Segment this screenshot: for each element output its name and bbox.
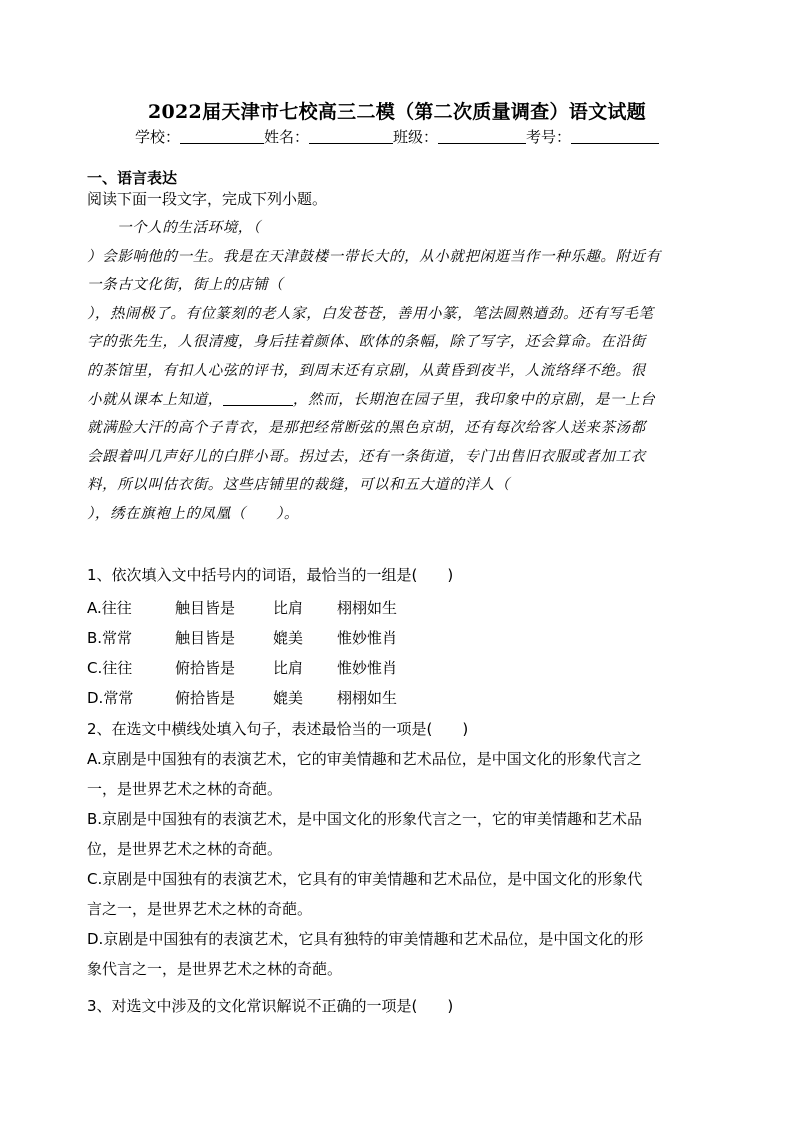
passage-line: [87, 386, 709, 415]
section-instruction: 阅读下面一段文字，完成下列小题。: [87, 190, 328, 208]
passage-line: 一个人的生活环境，（: [117, 220, 261, 236]
passage-line: 一条古文化街，街上的店铺（: [87, 277, 284, 294]
option-line[interactable]: 一，是世界艺术之林的奇葩。: [87, 780, 283, 798]
exam-no-label: 考号：: [526, 128, 572, 146]
question-1-stem: [87, 562, 717, 589]
option-word: 俯拾皆是: [175, 659, 236, 677]
passage-text: 小就从课本上知道，: [87, 391, 223, 408]
passage-line: ），绣在旗袍上的凤凰（ ）。: [87, 505, 299, 522]
reading-passage: [87, 214, 709, 529]
option-word: 惟妙惟肖: [337, 629, 398, 647]
passage-line: 就满脸大汗的高个子青衣，是那把经常断弦的黑色京胡，还有每次给客人送来茶汤都: [87, 420, 646, 437]
option-word: 比肩: [273, 659, 304, 677]
option-line[interactable]: 位，是世界艺术之林的奇葩。: [87, 840, 283, 858]
question-stem: 3、对选文中涉及的文化常识解说不正确的一项是( ): [87, 997, 454, 1015]
option-letter-word: A.往往: [87, 599, 132, 617]
option-line[interactable]: C.京剧是中国独有的表演艺术，它具有的审美情趣和艺术品位，是中国文化的形象代: [87, 870, 643, 888]
passage-line: 会跟着叫几声好儿的白胖小哥。拐过去，还有一条街道，专门出售旧衣服或者加工衣: [87, 448, 646, 465]
option-word: 俯拾皆是: [175, 689, 236, 707]
option-letter-word: C.往往: [87, 659, 133, 677]
option-line[interactable]: 象代言之一，是世界艺术之林的奇葩。: [87, 960, 343, 978]
passage-line: 料，所以叫估衣街。这些店铺里的裁缝，可以和五大道的洋人（: [87, 477, 510, 494]
exam-no-blank[interactable]: [571, 129, 659, 144]
question-stem: 1、依次填入文中括号内的词语，最恰当的一组是( ): [87, 566, 454, 584]
passage-line: 字的张先生，人很清瘦，身后挂着颜体、欧体的条幅，除了写字，还会算命。在沿街: [87, 334, 646, 351]
option-line[interactable]: A.京剧是中国独有的表演艺术，它的审美情趣和艺术品位，是中国文化的形象代言之: [87, 750, 642, 768]
page-title: 2022届天津市七校高三二模（第二次质量调查）语文试题: [148, 101, 646, 123]
name-blank[interactable]: [309, 129, 393, 144]
name-label: 姓名：: [263, 128, 309, 146]
option-word: 栩栩如生: [337, 599, 398, 617]
question-2: [87, 714, 717, 984]
passage-line: 的茶馆里，有扣人心弦的评书，到周末还有京剧，从黄昏到夜半，人流络绎不绝。很: [87, 362, 646, 379]
class-blank[interactable]: [438, 129, 526, 144]
section-heading: 一、语言表达: [87, 169, 178, 187]
option-letter-word: D.常常: [87, 689, 134, 707]
passage-line: ）会影响他的一生。我是在天津鼓楼一带长大的，从小就把闲逛当作一种乐趣。附近有: [87, 248, 661, 265]
option-word: 比肩: [273, 599, 304, 617]
fill-in-blank[interactable]: [223, 391, 293, 406]
option-word: 触目皆是: [175, 599, 236, 617]
option-line[interactable]: 言之一，是世界艺术之林的奇葩。: [87, 900, 313, 918]
passage-text: ，然而，长期泡在园子里，我印象中的京剧，是一上台: [292, 391, 656, 408]
option-word: 媲美: [273, 689, 304, 707]
question-3-stem: [87, 993, 717, 1020]
option-letter-word: B.常常: [87, 629, 133, 647]
school-blank[interactable]: [180, 129, 264, 144]
student-info-line: [0, 126, 794, 147]
class-label: 班级：: [393, 128, 439, 146]
option-line[interactable]: B.京剧是中国独有的表演艺术，是中国文化的形象代言之一，它的审美情趣和艺术品: [87, 810, 643, 828]
option-line[interactable]: D.京剧是中国独有的表演艺术，它具有独特的审美情趣和艺术品位，是中国文化的形: [87, 930, 644, 948]
school-label: 学校：: [134, 128, 180, 146]
option-word: 触目皆是: [175, 629, 236, 647]
option-word: 媲美: [273, 629, 304, 647]
option-word: 惟妙惟肖: [337, 659, 398, 677]
question-stem: 2、在选文中横线处填入句子，表述最恰当的一项是( ): [87, 720, 469, 738]
passage-line: ），热闹极了。有位篆刻的老人家，白发苍苍，善用小篆，笔法圆熟遒劲。还有写毛笔: [87, 305, 654, 322]
option-word: 栩栩如生: [337, 689, 398, 707]
